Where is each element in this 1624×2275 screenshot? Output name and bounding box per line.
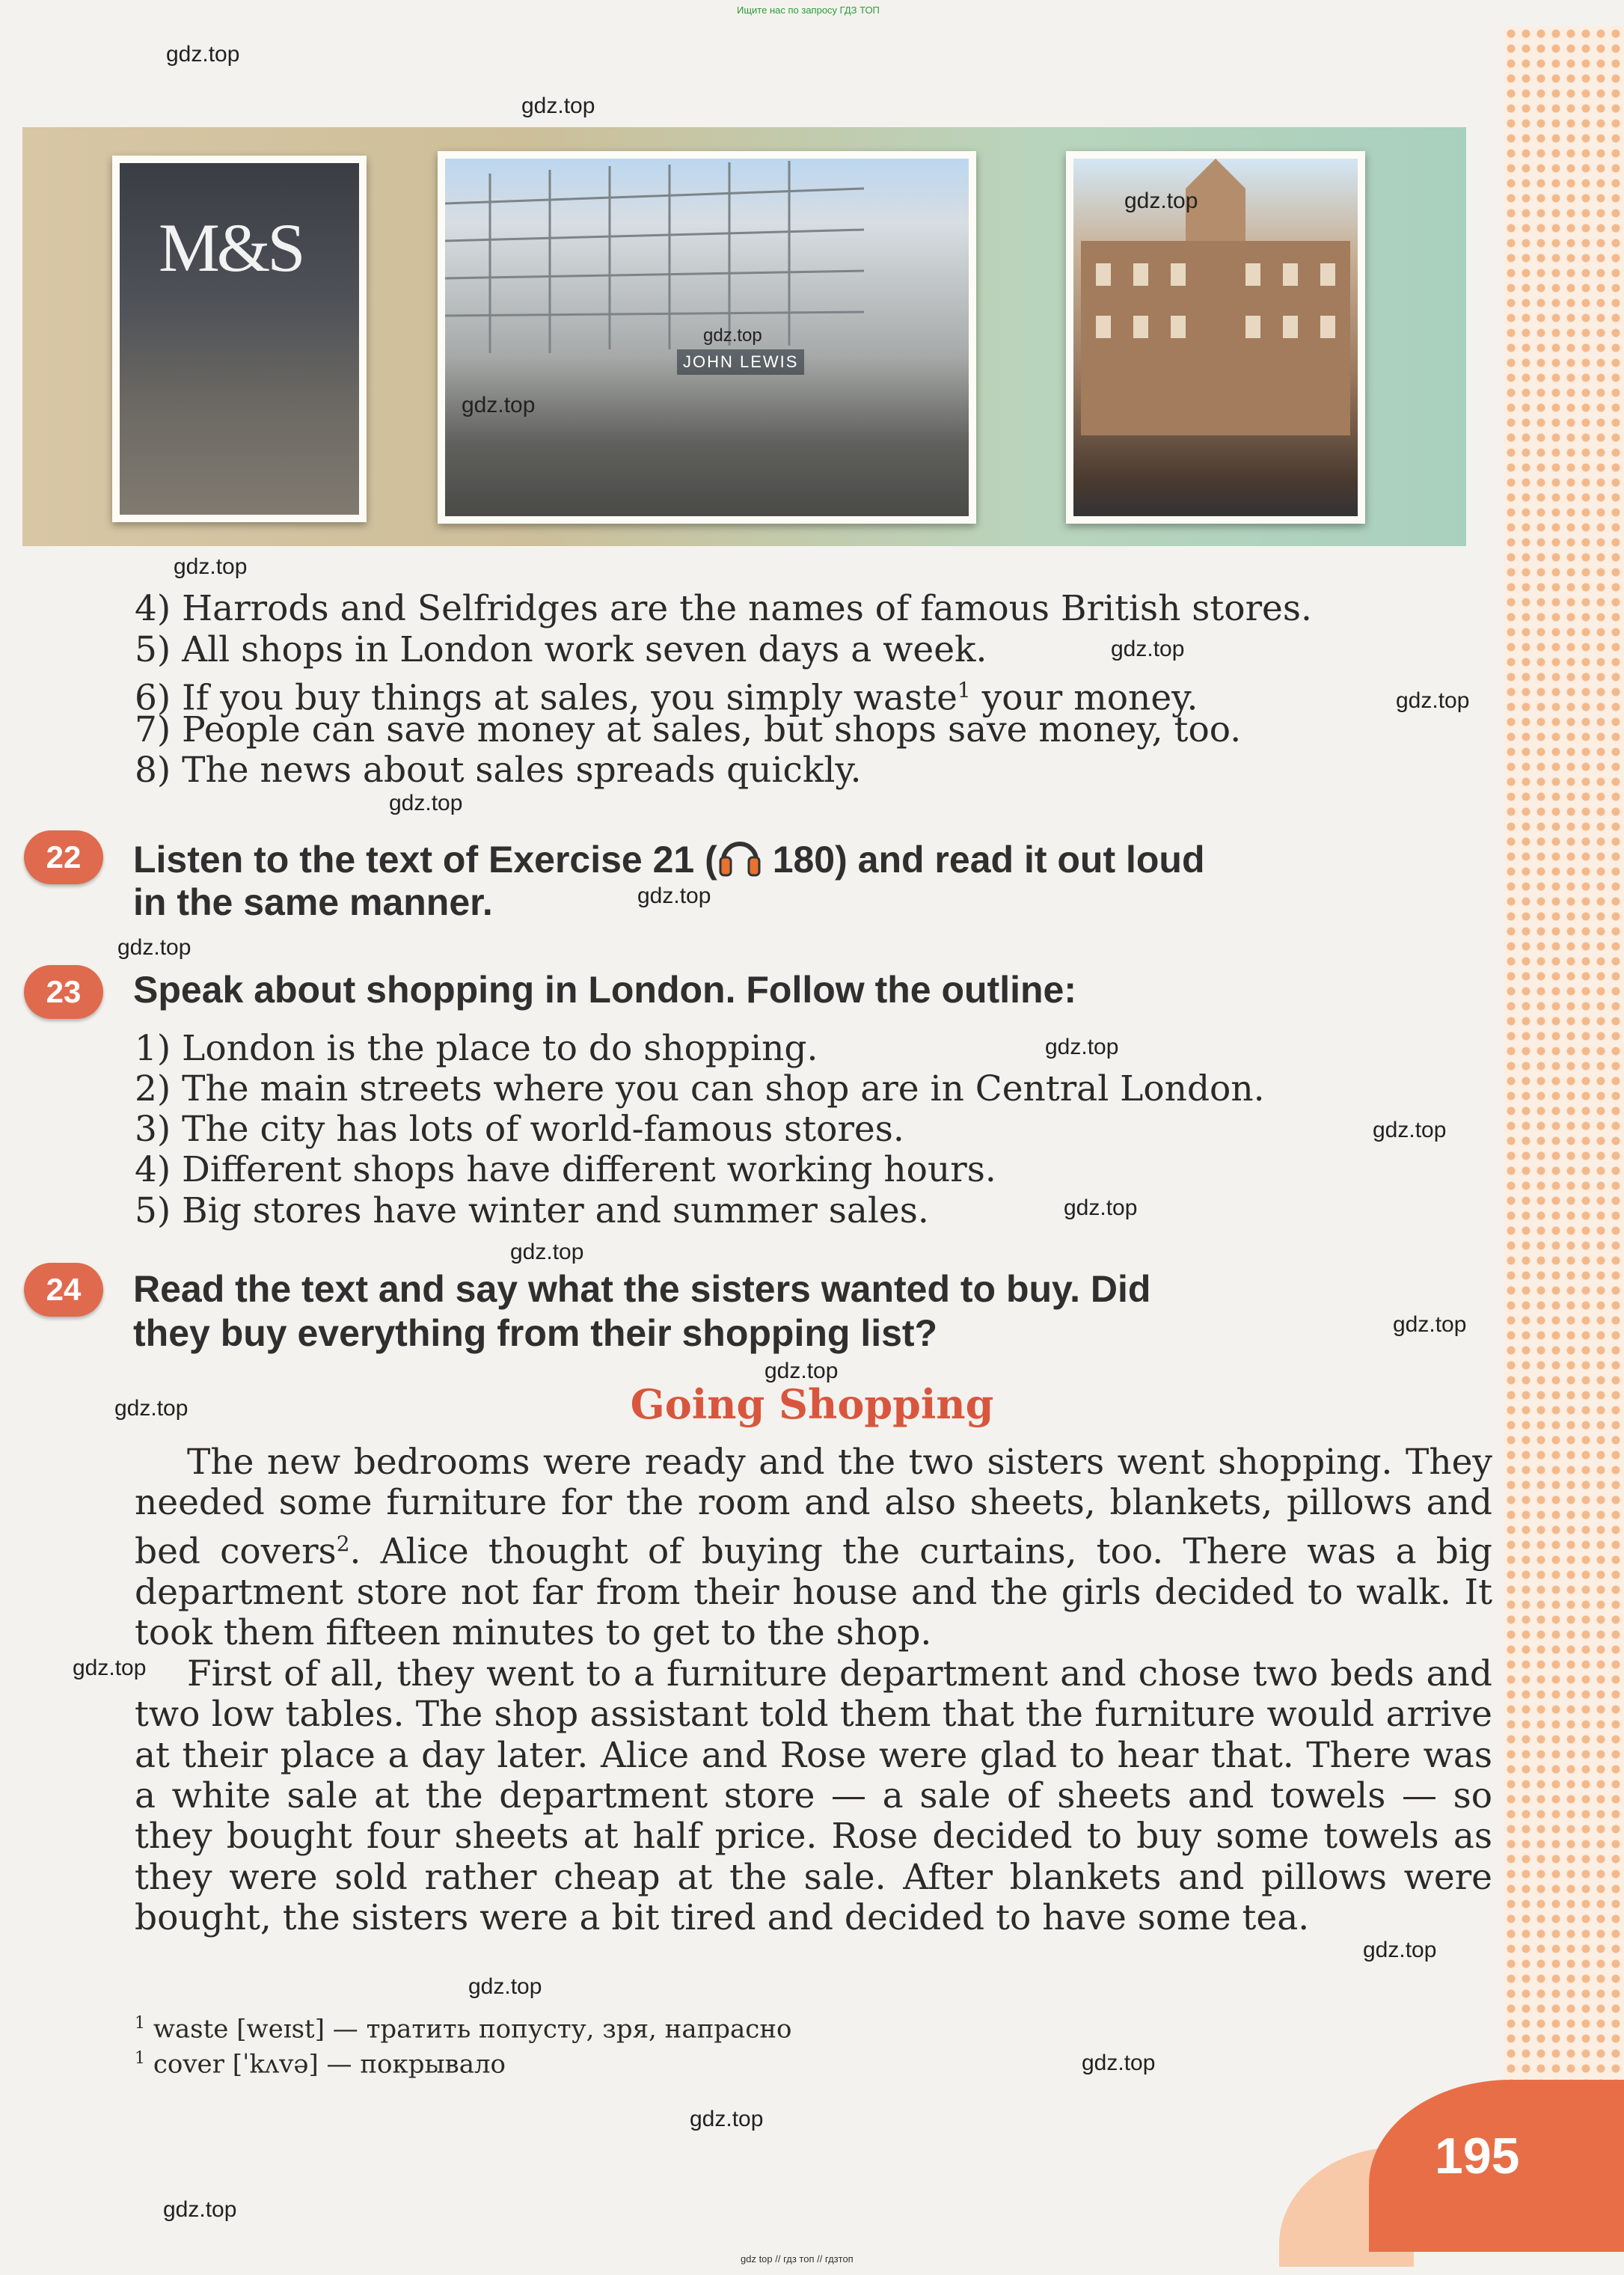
story-title: Going Shopping	[630, 1380, 994, 1428]
watermark: gdz.top	[166, 42, 240, 67]
watermark: gdz.top	[73, 1656, 147, 1680]
watermark: gdz.top	[114, 1396, 189, 1421]
watermark: gdz.top	[1111, 637, 1185, 661]
ex21-item-5: 5) All shops in London work seven days a week.	[135, 629, 987, 670]
footnote-1	[135, 2007, 791, 2045]
decorative-dot-margin	[1504, 26, 1624, 2196]
ex21-item-4: 4) Harrods and Selfridges are the names of famous British stores.	[135, 588, 1312, 629]
footnote-2-mark: 1	[135, 2049, 145, 2068]
watermark: gdz.top	[117, 935, 191, 960]
page-number: 195	[1435, 2128, 1520, 2184]
exercise-24-line-1: Read the text and say what the sisters wanted to buy. Did	[133, 1268, 1151, 1310]
bottom-notice: gdz top // гдз топ // гдзтоп	[741, 2253, 854, 2265]
ex23-item-2: 2) The main streets where you can shop are in Central London.	[135, 1068, 1265, 1109]
watermark: gdz.top	[1373, 1118, 1447, 1142]
watermark: gdz.top	[637, 884, 711, 908]
story-paragraph-1	[135, 1442, 1492, 1654]
watermark: gdz.top	[690, 2107, 764, 2131]
top-notice: Ищите нас по запросу ГДЗ ТОП	[737, 4, 880, 16]
photo-harrods	[1066, 151, 1365, 524]
ex21-item-7: 7) People can save money at sales, but shops save money, too.	[135, 709, 1242, 750]
watermark: gdz.top	[521, 94, 595, 118]
story-p1-a: The new bedrooms were ready and the two sisters went shopping. They needed some furniture for the room and also sheets, blankets, pillows and bed covers	[135, 1442, 1492, 1573]
footnote-ref: 1	[957, 678, 971, 702]
watermark: gdz.top	[1045, 1035, 1119, 1059]
footnote-2-text: cover [ˈkʌvə] — покрывало	[153, 2049, 506, 2080]
exercise-22-line-1	[133, 835, 1205, 882]
footnote-2	[135, 2042, 506, 2080]
story-text	[135, 1442, 1492, 1939]
watermark: gdz.top	[764, 1359, 839, 1383]
watermark: gdz.top	[510, 1240, 584, 1264]
watermark: gdz.top	[1082, 2051, 1156, 2075]
ex21-item-6-tail: your money.	[970, 677, 1198, 719]
watermark: gdz.top	[1064, 1195, 1138, 1220]
exercise-24-line-2: they buy everything from their shopping list?	[133, 1312, 938, 1354]
footnote-1-text: waste [weɪst] — тратить попусту, зря, напрасно	[153, 2014, 792, 2045]
watermark: gdz.top	[389, 791, 463, 815]
ex21-item-8: 8) The news about sales spreads quickly.	[135, 750, 862, 791]
footnote-1-mark: 1	[135, 2014, 145, 2033]
exercise-24-badge: 24	[24, 1263, 103, 1317]
exercise-23-title: Speak about shopping in London. Follow the outline:	[133, 969, 1076, 1011]
watermark: gdz.top	[1363, 1938, 1437, 1962]
watermark: gdz.top	[703, 325, 762, 346]
story-p1-b: . Alice thought of buying the curtains, too. There was a big department store not far from their house and the girls decided to walk. It took them fifteen minutes to get to the shop.	[135, 1531, 1493, 1654]
exercise-22-line-2: in the same manner.	[133, 881, 493, 923]
watermark: gdz.top	[468, 1974, 542, 1999]
watermark: gdz.top	[1393, 1312, 1467, 1337]
exercise-23-badge: 23	[24, 965, 103, 1019]
exercise-22-badge: 22	[24, 830, 103, 884]
photo-marks-and-spencer	[112, 156, 367, 522]
ex23-item-1: 1) London is the place to do shopping.	[135, 1028, 818, 1069]
exercise-22-text-b: 180) and read it out loud	[762, 839, 1205, 881]
headphones-icon	[717, 835, 762, 878]
ex23-item-5: 5) Big stores have winter and summer sales.	[135, 1190, 929, 1231]
harrods-building	[1073, 159, 1358, 516]
story-paragraph-2: First of all, they went to a furniture department and chose two beds and two low tables. The shop assistant told them that the furniture would arrive at their place a day later. Alice and Rose were glad to hear that. There was a white sale at the department store — a sale of sheets and towels — so they bought four sheets at half price. Rose decided to buy some towels as they were sold rather cheap at the sale. After blankets and pillows were bought, the sisters were a bit tired and decided to have some tea.	[135, 1653, 1492, 1939]
ms-logo: M&S	[159, 209, 303, 286]
footnote-ref-2: 2	[336, 1531, 350, 1556]
ex23-item-3: 3) The city has lots of world-famous stores.	[135, 1109, 904, 1150]
ex21-item-6-text: 6) If you buy things at sales, you simply waste	[135, 677, 957, 719]
watermark: gdz.top	[163, 2197, 237, 2222]
watermark: gdz.top	[1396, 688, 1470, 713]
john-lewis-sign: JOHN LEWIS	[677, 349, 804, 375]
watermark: gdz.top	[174, 554, 248, 579]
ex23-item-4: 4) Different shops have different working hours.	[135, 1149, 996, 1190]
watermark: gdz.top	[462, 393, 536, 417]
watermark: gdz.top	[1124, 189, 1198, 213]
exercise-22-text-a: Listen to the text of Exercise 21 (	[133, 839, 717, 881]
